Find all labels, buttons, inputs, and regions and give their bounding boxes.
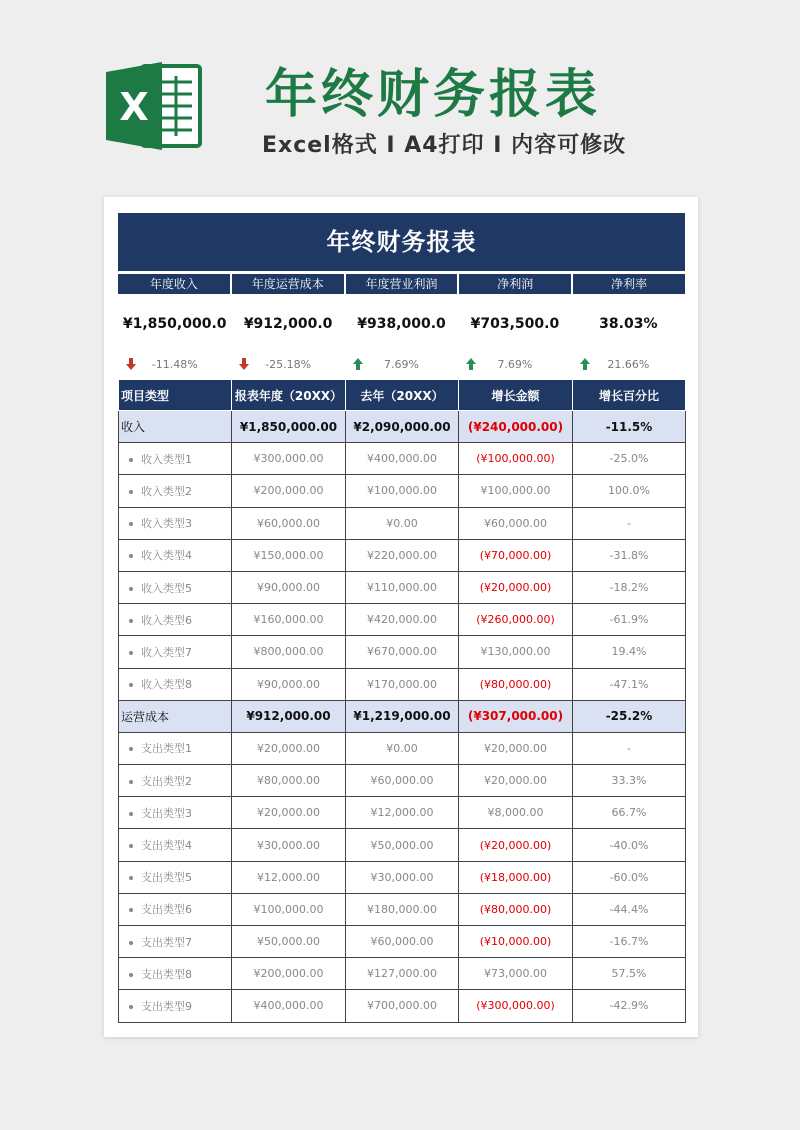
- column-header: 增长百分比: [573, 380, 686, 411]
- arrow-up-icon: [580, 358, 590, 370]
- column-header: 报表年度（20XX）: [232, 380, 346, 411]
- table-cell[interactable]: ¥60,000.00: [346, 926, 459, 958]
- table-row: [119, 797, 686, 829]
- row-label: 收入类型3: [141, 517, 192, 531]
- table-cell[interactable]: -16.7%: [573, 926, 686, 958]
- bullet-icon: [129, 619, 133, 623]
- kpi-label: 年度运营成本: [232, 274, 344, 294]
- table-cell[interactable]: 100.0%: [573, 475, 686, 507]
- kpi-value: ¥938,000.0: [357, 316, 446, 332]
- table-cell[interactable]: (¥80,000.00): [459, 893, 573, 925]
- table-cell[interactable]: (¥70,000.00): [459, 539, 573, 571]
- row-label: 支出类型1: [141, 742, 192, 756]
- table-cell[interactable]: 运营成本: [119, 700, 232, 732]
- table-cell[interactable]: -47.1%: [573, 668, 686, 700]
- table-header-row: [119, 380, 686, 411]
- table-cell[interactable]: (¥240,000.00): [459, 411, 573, 443]
- table-cell[interactable]: -40.0%: [573, 829, 686, 861]
- kpi-change: [231, 354, 344, 376]
- table-cell[interactable]: -: [573, 732, 686, 764]
- bullet-icon: [129, 554, 133, 558]
- bullet-icon: [129, 941, 133, 945]
- table-cell[interactable]: ¥20,000.00: [459, 765, 573, 797]
- table-cell[interactable]: ¥170,000.00: [346, 668, 459, 700]
- kpi-change-value: 7.69%: [384, 358, 419, 371]
- table-cell[interactable]: ¥200,000.00: [232, 475, 346, 507]
- table-cell[interactable]: ¥12,000.00: [346, 797, 459, 829]
- table-cell[interactable]: [119, 893, 232, 925]
- arrow-up-icon: [466, 358, 476, 370]
- kpi-change-value: -11.48%: [151, 358, 198, 371]
- svg-text:X: X: [119, 85, 149, 129]
- table-cell[interactable]: ¥20,000.00: [232, 797, 346, 829]
- table-cell[interactable]: [119, 475, 232, 507]
- table-cell[interactable]: ¥1,219,000.00: [346, 700, 459, 732]
- table-cell[interactable]: -44.4%: [573, 893, 686, 925]
- table-cell[interactable]: ¥100,000.00: [459, 475, 573, 507]
- table-cell[interactable]: [119, 571, 232, 603]
- row-label: 收入类型4: [141, 549, 192, 563]
- table-cell[interactable]: ¥400,000.00: [346, 443, 459, 475]
- table-cell[interactable]: -31.8%: [573, 539, 686, 571]
- table-cell[interactable]: [119, 829, 232, 861]
- kpi-value: ¥703,500.0: [470, 316, 560, 332]
- table-row: [119, 732, 686, 764]
- kpi-value: ¥912,000.0: [243, 316, 333, 332]
- table-cell[interactable]: (¥18,000.00): [459, 861, 573, 893]
- table-cell[interactable]: ¥60,000.00: [346, 765, 459, 797]
- table-cell[interactable]: [119, 443, 232, 475]
- table-cell[interactable]: ¥800,000.00: [232, 636, 346, 668]
- table-row: [119, 958, 686, 990]
- bullet-icon: [129, 522, 133, 526]
- table-cell[interactable]: -18.2%: [573, 571, 686, 603]
- table-row: [119, 604, 686, 636]
- table-cell[interactable]: ¥160,000.00: [232, 604, 346, 636]
- table-cell[interactable]: [119, 861, 232, 893]
- table-cell[interactable]: ¥127,000.00: [346, 958, 459, 990]
- kpi-change: [118, 354, 231, 376]
- table-cell[interactable]: [119, 990, 232, 1022]
- bullet-icon: [129, 812, 133, 816]
- table-cell[interactable]: 66.7%: [573, 797, 686, 829]
- table-cell[interactable]: ¥420,000.00: [346, 604, 459, 636]
- kpi-change: [345, 354, 458, 376]
- report-table: [118, 379, 686, 1023]
- table-row: [119, 571, 686, 603]
- banner-title: 年终财务报表: [265, 65, 602, 125]
- table-cell[interactable]: ¥100,000.00: [346, 475, 459, 507]
- bullet-icon: [129, 908, 133, 912]
- table-cell[interactable]: [119, 604, 232, 636]
- row-label: 收入类型2: [141, 484, 192, 498]
- table-row: [119, 539, 686, 571]
- table-cell[interactable]: ¥0.00: [346, 507, 459, 539]
- table-cell[interactable]: ¥110,000.00: [346, 571, 459, 603]
- column-header: 去年（20XX）: [346, 380, 459, 411]
- table-cell[interactable]: ¥0.00: [346, 732, 459, 764]
- table-cell[interactable]: [119, 926, 232, 958]
- table-cell[interactable]: ¥90,000.00: [232, 571, 346, 603]
- bullet-icon: [129, 876, 133, 880]
- table-cell[interactable]: [119, 668, 232, 700]
- row-label: 收入类型1: [141, 452, 192, 466]
- table-cell[interactable]: -61.9%: [573, 604, 686, 636]
- table-cell[interactable]: ¥130,000.00: [459, 636, 573, 668]
- kpi-label: 年度营业利润: [346, 274, 458, 294]
- table-row: [119, 990, 686, 1022]
- excel-logo-icon: [104, 58, 204, 154]
- table-cell[interactable]: -60.0%: [573, 861, 686, 893]
- table-cell[interactable]: (¥10,000.00): [459, 926, 573, 958]
- table-cell[interactable]: ¥80,000.00: [232, 765, 346, 797]
- table-cell[interactable]: (¥260,000.00): [459, 604, 573, 636]
- table-cell[interactable]: [119, 636, 232, 668]
- table-row: [119, 668, 686, 700]
- bullet-icon: [129, 1005, 133, 1009]
- table-cell[interactable]: ¥20,000.00: [459, 732, 573, 764]
- table-cell[interactable]: [119, 732, 232, 764]
- table-cell[interactable]: ¥220,000.00: [346, 539, 459, 571]
- table-cell[interactable]: [119, 797, 232, 829]
- row-label: 支出类型8: [141, 967, 192, 981]
- table-row: [119, 829, 686, 861]
- bullet-icon: [129, 651, 133, 655]
- table-row: [119, 893, 686, 925]
- table-cell[interactable]: -42.9%: [573, 990, 686, 1022]
- row-label: 收入类型5: [141, 581, 192, 595]
- row-label: 支出类型5: [141, 871, 192, 885]
- kpi-header-row: [118, 274, 685, 294]
- table-cell[interactable]: ¥50,000.00: [346, 829, 459, 861]
- bullet-icon: [129, 844, 133, 848]
- table-cell[interactable]: ¥8,000.00: [459, 797, 573, 829]
- table-row: [119, 861, 686, 893]
- table-cell[interactable]: 33.3%: [573, 765, 686, 797]
- kpi-value: 38.03%: [599, 316, 658, 332]
- report-title: 年终财务报表: [118, 213, 685, 271]
- row-label: 收入类型6: [141, 613, 192, 627]
- column-header: 增长金额: [459, 380, 573, 411]
- bullet-icon: [129, 683, 133, 687]
- row-label: 支出类型7: [141, 935, 192, 949]
- bullet-icon: [129, 780, 133, 784]
- kpi-label: 净利润: [459, 274, 571, 294]
- column-header: 项目类型: [119, 380, 232, 411]
- table-cell[interactable]: ¥670,000.00: [346, 636, 459, 668]
- table-cell[interactable]: [119, 539, 232, 571]
- table-cell[interactable]: ¥700,000.00: [346, 990, 459, 1022]
- kpi-change-value: 21.66%: [607, 358, 650, 371]
- kpi-change: [458, 354, 571, 376]
- table-row: [119, 765, 686, 797]
- table-cell[interactable]: ¥12,000.00: [232, 861, 346, 893]
- table-cell[interactable]: 57.5%: [573, 958, 686, 990]
- table-cell[interactable]: ¥150,000.00: [232, 539, 346, 571]
- table-group-row: [119, 700, 686, 732]
- row-label: 支出类型4: [141, 839, 192, 853]
- table-cell[interactable]: ¥1,850,000.00: [232, 411, 346, 443]
- kpi-label: 净利率: [573, 274, 685, 294]
- table-cell[interactable]: -: [573, 507, 686, 539]
- table-row: [119, 636, 686, 668]
- table-row: [119, 507, 686, 539]
- table-group-row: [119, 411, 686, 443]
- table-cell[interactable]: [119, 765, 232, 797]
- table-cell[interactable]: -11.5%: [573, 411, 686, 443]
- bullet-icon: [129, 747, 133, 751]
- arrow-down-icon: [239, 358, 249, 370]
- table-cell[interactable]: ¥200,000.00: [232, 958, 346, 990]
- table-cell[interactable]: ¥30,000.00: [232, 829, 346, 861]
- table-cell[interactable]: 收入: [119, 411, 232, 443]
- report-sheet: [104, 197, 698, 1037]
- table-cell[interactable]: 19.4%: [573, 636, 686, 668]
- table-cell[interactable]: (¥300,000.00): [459, 990, 573, 1022]
- kpi-trend-row: [118, 354, 685, 376]
- kpi-change: [572, 354, 685, 376]
- table-cell[interactable]: [119, 507, 232, 539]
- table-cell[interactable]: (¥307,000.00): [459, 700, 573, 732]
- row-label: 支出类型9: [141, 999, 192, 1013]
- arrow-up-icon: [353, 358, 363, 370]
- bullet-icon: [129, 587, 133, 591]
- kpi-value: ¥1,850,000.0: [122, 316, 227, 332]
- row-label: 收入类型7: [141, 645, 192, 659]
- table-cell[interactable]: ¥60,000.00: [232, 507, 346, 539]
- table-row: [119, 475, 686, 507]
- kpi-label: 年度收入: [118, 274, 230, 294]
- table-cell[interactable]: (¥100,000.00): [459, 443, 573, 475]
- row-label: 收入类型8: [141, 678, 192, 692]
- arrow-down-icon: [126, 358, 136, 370]
- table-cell[interactable]: (¥20,000.00): [459, 829, 573, 861]
- row-label: 支出类型6: [141, 903, 192, 917]
- table-row: [119, 443, 686, 475]
- table-cell[interactable]: (¥80,000.00): [459, 668, 573, 700]
- row-label: 支出类型3: [141, 806, 192, 820]
- row-label: 支出类型2: [141, 774, 192, 788]
- bullet-icon: [129, 490, 133, 494]
- table-row: [119, 926, 686, 958]
- bullet-icon: [129, 973, 133, 977]
- banner-subtitle: Excel格式 I A4打印 I 内容可修改: [262, 133, 627, 158]
- bullet-icon: [129, 458, 133, 462]
- table-cell[interactable]: ¥73,000.00: [459, 958, 573, 990]
- table-cell[interactable]: (¥20,000.00): [459, 571, 573, 603]
- table-cell[interactable]: -25.2%: [573, 700, 686, 732]
- table-cell[interactable]: ¥300,000.00: [232, 443, 346, 475]
- table-cell[interactable]: ¥180,000.00: [346, 893, 459, 925]
- table-cell[interactable]: [119, 958, 232, 990]
- kpi-change-value: 7.69%: [497, 358, 533, 371]
- table-cell[interactable]: ¥30,000.00: [346, 861, 459, 893]
- table-cell[interactable]: ¥400,000.00: [232, 990, 346, 1022]
- kpi-change-value: -25.18%: [265, 358, 312, 371]
- table-cell[interactable]: ¥90,000.00: [232, 668, 346, 700]
- kpi-values-row: [118, 294, 685, 354]
- table-cell[interactable]: -25.0%: [573, 443, 686, 475]
- table-cell[interactable]: ¥2,090,000.00: [346, 411, 459, 443]
- table-cell[interactable]: ¥20,000.00: [232, 732, 346, 764]
- table-cell[interactable]: ¥50,000.00: [232, 926, 346, 958]
- table-cell[interactable]: ¥60,000.00: [459, 507, 573, 539]
- table-cell[interactable]: ¥100,000.00: [232, 893, 346, 925]
- table-cell[interactable]: ¥912,000.00: [232, 700, 346, 732]
